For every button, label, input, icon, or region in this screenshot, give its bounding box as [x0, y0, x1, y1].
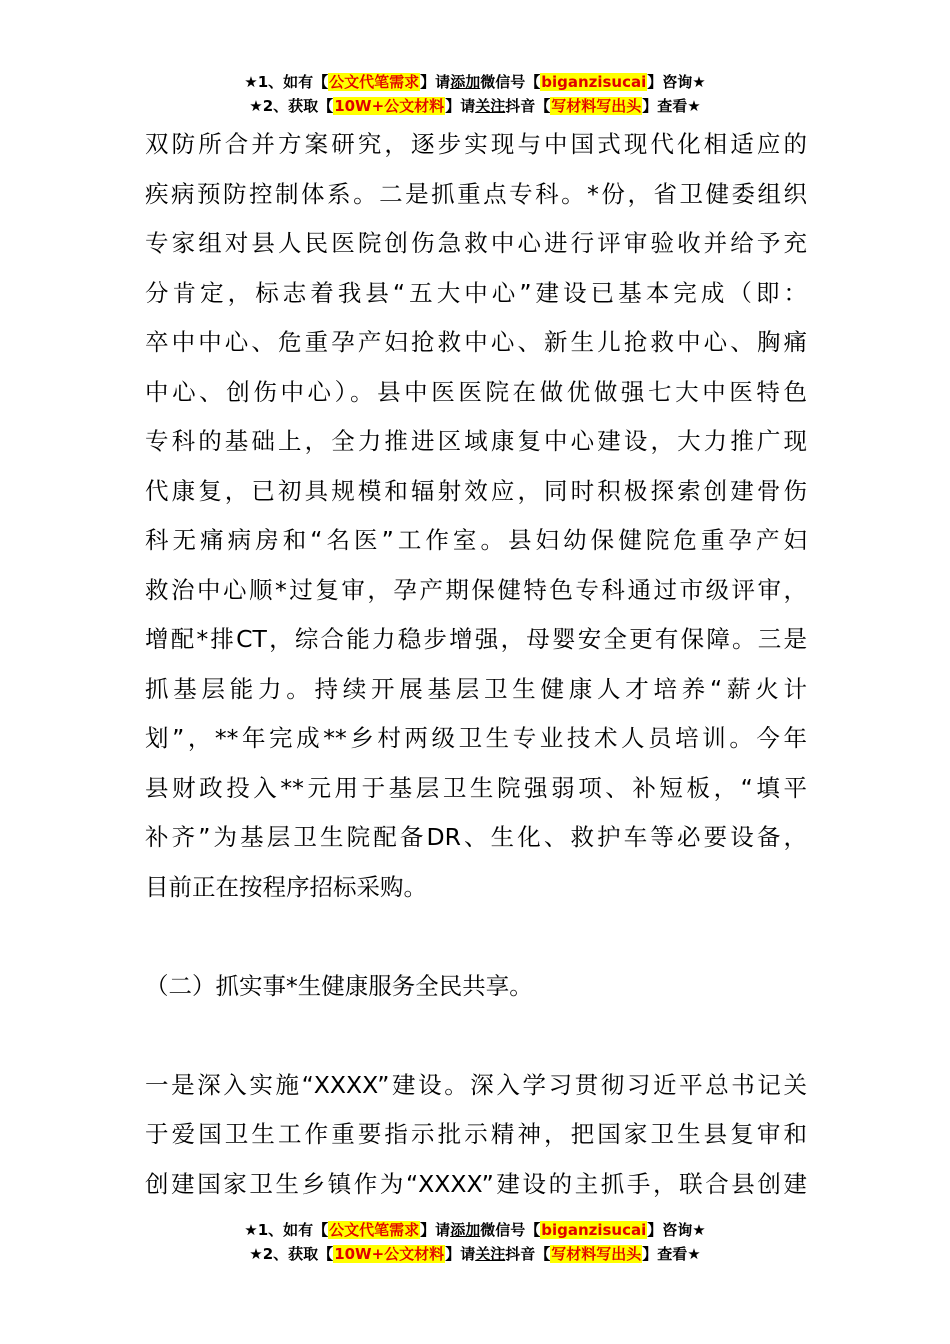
text-line: 疾病预防控制体系。二是抓重点专科。*份，省卫健委组织 — [145, 179, 807, 208]
highlight-materials: 10W+公文材料 — [334, 97, 445, 115]
banner-line-2: ★2、获取【10W+公文材料】请关注抖音【写材料写出头】查看★ — [249, 1245, 701, 1263]
highlight-douyin-account: 写材料写出头 — [551, 1245, 642, 1263]
banner-line-2: ★2、获取【10W+公文材料】请关注抖音【写材料写出头】查看★ — [249, 97, 701, 115]
banner-line-1: ★1、如有【公文代笔需求】请添加微信号【biganzisucai】咨询★ — [244, 73, 706, 91]
text-line: 救治中心顺*过复审，孕产期保健特色专科通过市级评审， — [145, 575, 807, 604]
highlight-service: 公文代笔需求 — [329, 1221, 420, 1239]
paragraph-2 — [145, 1061, 807, 1210]
text-line: 创建国家卫生乡镇作为“XXXX”建设的主抓手，联合县创建 — [145, 1169, 807, 1198]
footer-banner — [0, 1218, 950, 1266]
text-line: 补齐”为基层卫生院配备DR、生化、救护车等必要设备， — [145, 823, 807, 851]
text-line: 双防所合并方案研究，逐步实现与中国式现代化相适应的 — [145, 130, 807, 158]
highlight-materials: 10W+公文材料 — [334, 1245, 445, 1263]
text-line: 县财政投入**元用于基层卫生院强弱项、补短板，“填平 — [145, 773, 807, 802]
highlight-douyin-account: 写材料写出头 — [551, 97, 642, 115]
text-line: 专科的基础上，全力推进区域康复中心建设，大力推广现 — [145, 427, 807, 455]
section-heading: （二）抓实事*生健康服务全民共享。 — [145, 971, 533, 1000]
banner-line-1: ★1、如有【公文代笔需求】请添加微信号【biganzisucai】咨询★ — [244, 1221, 706, 1239]
text-line: 一是深入实施“XXXX”建设。深入学习贯彻习近平总书记关 — [145, 1070, 807, 1099]
text-line: 目前正在按程序招标采购。 — [145, 872, 427, 901]
text-line: 抓基层能力。持续开展基层卫生健康人才培养“薪火计 — [145, 674, 807, 703]
highlight-wechat-id: biganzisucai — [541, 73, 647, 91]
paragraph-1 — [145, 120, 807, 912]
highlight-wechat-id: biganzisucai — [541, 1221, 647, 1239]
document-body — [145, 120, 807, 1209]
text-line: 中心、创伤中心）。县中医医院在做优做强七大中医特色 — [145, 377, 807, 406]
text-line: 划”，**年完成**乡村两级卫生专业技术人员培训。今年 — [145, 724, 807, 752]
text-line: 卒中中心、危重孕产妇抢救中心、新生儿抢救中心、胸痛 — [145, 328, 807, 356]
text-line: 专家组对县人民医院创伤急救中心进行评审验收并给予充 — [145, 229, 807, 257]
text-line: 于爱国卫生工作重要指示批示精神，把国家卫生县复审和 — [145, 1120, 807, 1148]
text-line: 分肯定，标志着我县“五大中心”建设已基本完成（即： — [145, 278, 807, 307]
text-line: 增配*排CT，综合能力稳步增强，母婴安全更有保障。三是 — [145, 625, 807, 653]
header-banner — [0, 70, 950, 118]
text-line: 科无痛病房和“名医”工作室。县妇幼保健院危重孕产妇 — [145, 526, 807, 554]
text-line: 代康复，已初具规模和辐射效应，同时积极探索创建骨伤 — [145, 476, 807, 505]
highlight-service: 公文代笔需求 — [329, 73, 420, 91]
